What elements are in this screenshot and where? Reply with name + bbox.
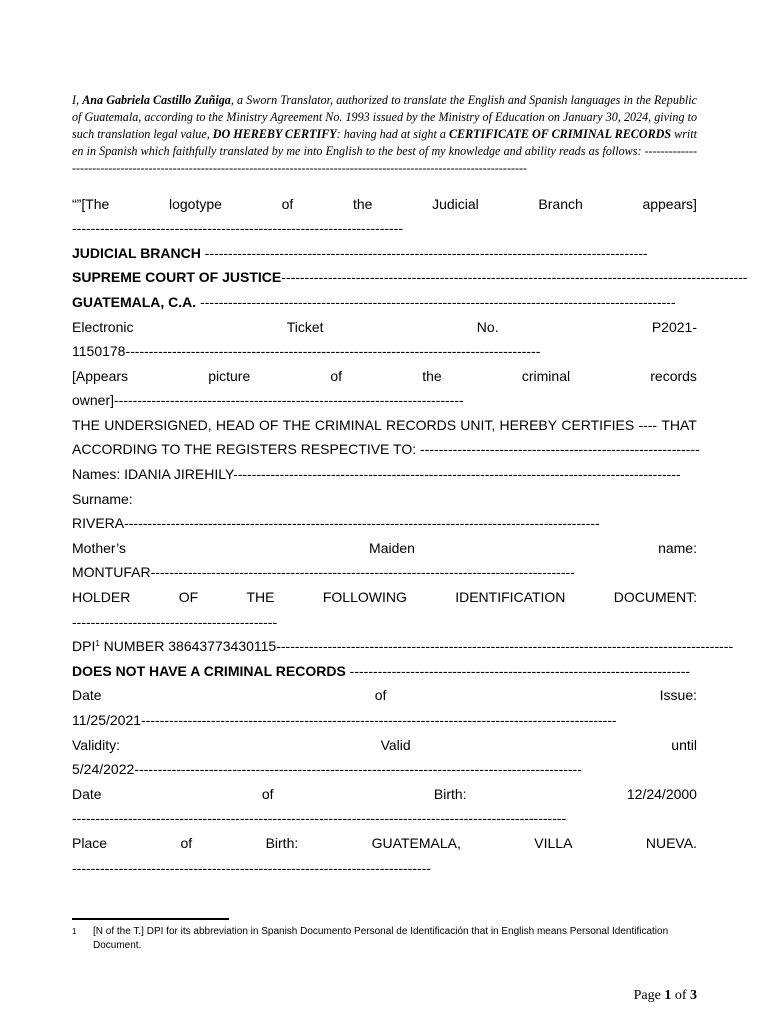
- word: Place: [72, 834, 108, 851]
- place-of-birth-line: [72, 831, 697, 856]
- word: of: [374, 687, 387, 704]
- dash-fill: ------------------------------------------------------------------------------------------------------: [124, 515, 600, 532]
- footnote-mark: 1: [72, 927, 77, 936]
- word: until: [671, 736, 697, 753]
- mother-maiden-name-line: [72, 536, 697, 561]
- word: CRIMINAL: [314, 416, 382, 433]
- dpi-label: DPI: [72, 638, 96, 655]
- word: UNIT,: [460, 416, 496, 433]
- word: Electronic: [72, 318, 134, 335]
- word: Birth:: [265, 834, 299, 851]
- according-line: [72, 437, 700, 462]
- surname-label: Surname:: [72, 490, 133, 507]
- dpi-number: NUMBER 38643773430115: [99, 638, 277, 655]
- word: FOLLOWING: [322, 589, 407, 606]
- word: Issue:: [659, 687, 697, 704]
- undersigned-line: [72, 413, 697, 438]
- certificate-body: [72, 192, 748, 881]
- word: Maiden: [369, 539, 415, 556]
- guatemala-heading: GUATEMALA, C.A.: [72, 293, 197, 310]
- surname-line: [72, 511, 697, 536]
- word: 12/24/2000: [626, 785, 697, 802]
- word: picture: [208, 367, 251, 384]
- word: OF: [258, 416, 279, 433]
- word: IDENTIFICATION: [455, 589, 566, 606]
- word: Valid: [380, 736, 411, 753]
- ticket-number-continued: 1150178-----------------------------------------------------------------------------------------: [72, 343, 541, 360]
- footnote-reference: 1: [95, 639, 100, 649]
- supreme-court-line: [72, 265, 748, 290]
- current-page: 1: [664, 988, 672, 1003]
- dash-line: -----------------------------------------------------------------------: [72, 220, 404, 237]
- no-criminal-records-statement: DOES NOT HAVE A CRIMINAL RECORDS: [72, 662, 346, 679]
- date-of-issue-line: [72, 683, 697, 708]
- word: THE: [246, 589, 275, 606]
- word: of: [180, 834, 193, 851]
- supreme-court-heading: SUPREME COURT OF JUSTICE: [72, 269, 282, 286]
- names-line: [72, 462, 697, 487]
- word: CERTIFIES: [561, 416, 635, 433]
- dash-fill: ----------------------------------------------------------------------------------------------------: [281, 269, 748, 286]
- word: the: [352, 195, 373, 212]
- dash-line: ----------------------------------------------------------------------------------------------------------: [72, 810, 567, 827]
- dash-fill: ------------------------------------------------------------------------------------------------------: [196, 293, 676, 310]
- dash-line: --------------------------------------------: [72, 613, 278, 630]
- judicial-branch-heading: JUDICIAL BRANCH: [72, 244, 201, 261]
- holder-line: [72, 585, 697, 610]
- word: ----: [638, 416, 658, 433]
- dash-fill: -------------------------------------------------------------------------: [345, 662, 691, 679]
- according-text: ACCORDING TO THE REGISTERS RESPECTIVE TO:: [72, 441, 420, 458]
- document-page: [72, 92, 748, 880]
- mother-line-continued: [72, 560, 697, 585]
- word: logotype: [169, 195, 222, 212]
- certify-statement: DO HEREBY CERTIFY: [212, 126, 337, 141]
- guatemala-line: [72, 290, 697, 315]
- word: Date: [72, 785, 102, 802]
- word: OF: [178, 589, 199, 606]
- dash-fill: ------------------------------------------------------------------------------------------------------: [141, 712, 617, 728]
- word: Validity:: [72, 736, 120, 753]
- dash-fill: ------------------------------------------------------------------------------------------------: [134, 761, 582, 778]
- translator-certification-paragraph: [72, 92, 697, 177]
- document-type: CERTIFICATE OF CRIMINAL RECORDS: [448, 126, 672, 141]
- picture-line-continued: owner]---------------------------------------------------------------------------: [72, 392, 464, 409]
- word: VILLA: [534, 834, 573, 851]
- judicial-branch-line: [72, 241, 697, 266]
- footnote: [72, 925, 692, 952]
- intro-text: : having had at sight a: [336, 126, 449, 141]
- word: Mother’s: [72, 539, 126, 556]
- word: HEAD: [215, 416, 255, 433]
- dash-line: -----------------------------------------------------------------------------: [72, 859, 431, 876]
- word: of: [281, 195, 294, 212]
- footnote-separator: [72, 918, 229, 920]
- footnote-text: [N of the T.] DPI for its abbreviation in Spanish Documento Personal de Identificación that in English means Personal Identification Document.: [93, 926, 669, 951]
- word: of: [330, 367, 343, 384]
- dash-fill: ------------------------------------------------------------------------------------------------: [233, 466, 681, 483]
- names-value: Names: IDANIA JIREHILY: [72, 466, 234, 483]
- word: HEREBY: [499, 416, 558, 433]
- no-records-line: [72, 659, 697, 684]
- picture-line: [72, 364, 697, 389]
- date-of-issue-value: 11/25/2021: [72, 712, 142, 728]
- word: “”[The: [72, 195, 110, 212]
- mother-maiden-name-value: MONTUFAR: [72, 564, 151, 581]
- word: NUEVA.: [645, 834, 697, 851]
- word: HOLDER: [72, 589, 131, 606]
- word: THE: [282, 416, 311, 433]
- dpi-line: [72, 634, 734, 659]
- word: Ticket: [286, 318, 324, 335]
- word: THAT: [661, 416, 697, 433]
- page-number: [634, 988, 697, 1004]
- word: THE: [72, 416, 100, 433]
- word: No.: [476, 318, 499, 335]
- dash-fill: --------------------------------------------------------------------------------------------------: [276, 638, 734, 655]
- intro-text: , a Sworn Translator, authorized to translate the English and Spanish languages in the Republic of Guatemala, according to the Ministry Agreement No. 1993 issued by the Ministry of Education on January 30, 2024, giving to such translation legal value,: [72, 93, 697, 141]
- dash-fill: -------------------------------------------------------------------------------------------: [150, 564, 575, 581]
- word: UNDERSIGNED,: [104, 416, 212, 433]
- ticket-line: [72, 315, 697, 340]
- word: records: [650, 367, 697, 384]
- word: name:: [658, 539, 697, 556]
- dash-fill: ------------------------------------------------------------: [420, 441, 700, 458]
- word: RECORDS: [386, 416, 457, 433]
- word: of: [261, 785, 274, 802]
- word: [Appears: [72, 367, 129, 384]
- word: P2021-: [651, 318, 697, 335]
- word: Date: [72, 687, 102, 704]
- word: the: [422, 367, 442, 384]
- word: Birth:: [433, 785, 467, 802]
- date-of-birth-line: [72, 782, 697, 807]
- surname-value: RIVERA: [72, 515, 125, 532]
- page-label: Page: [633, 988, 665, 1003]
- page-of: of: [671, 988, 690, 1003]
- word: appears]: [642, 195, 697, 212]
- validity-value: 5/24/2022: [72, 761, 135, 778]
- total-pages: 3: [690, 988, 697, 1003]
- issue-line-continued: [72, 708, 697, 733]
- word: criminal: [521, 367, 571, 384]
- validity-line-continued: [72, 757, 697, 782]
- word: DOCUMENT:: [613, 589, 697, 606]
- word: Branch: [538, 195, 583, 212]
- intro-text: I,: [72, 93, 83, 107]
- word: Judicial: [432, 195, 479, 212]
- logo-line: [72, 192, 697, 217]
- validity-line: [72, 733, 697, 758]
- translator-name: Ana Gabriela Castillo Zuñiga: [82, 93, 231, 107]
- dash-fill: -----------------------------------------------------------------------------------------------: [200, 244, 648, 261]
- word: GUATEMALA,: [371, 834, 461, 851]
- intro-text: written in Spanish which faithfully translated by me into English to the best of my knowledge and ability reads as follows: ------------------------------------------------------------------------------------------------------------------------------: [72, 126, 697, 175]
